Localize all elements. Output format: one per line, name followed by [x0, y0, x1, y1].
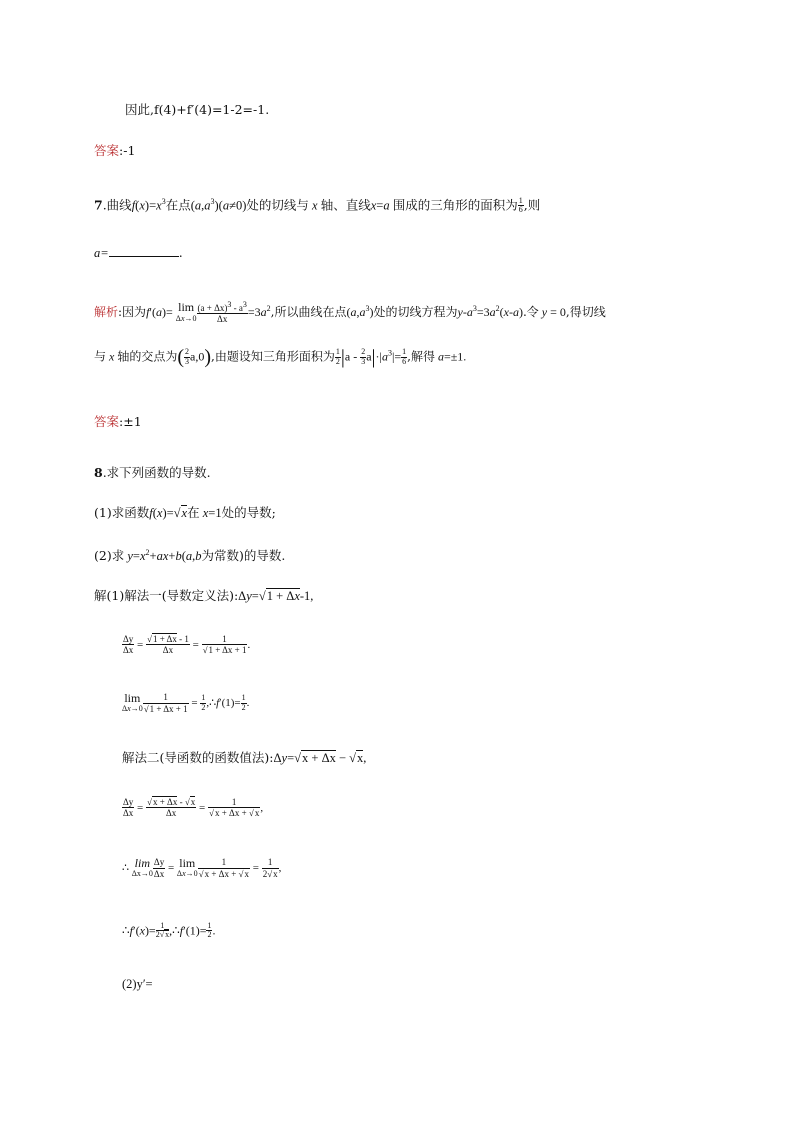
q7-text: 轴、直线: [320, 197, 371, 213]
part2-text: (2)y′=: [122, 977, 153, 991]
q7-text: 在点: [165, 197, 191, 213]
answer-label: 答案: [94, 414, 120, 429]
solution-text: 与: [94, 349, 107, 364]
q8-text: 在: [187, 505, 200, 520]
fraction-1-6: $\frac{1}{6}$: [518, 196, 523, 215]
question-8-part-2: (2)求 $y=x^2+ax+b(a,b$为常数)的导数.: [94, 548, 286, 564]
solution-text: ,解得: [407, 349, 435, 364]
q7-text: ,则: [523, 197, 541, 213]
conclusion-text: 因此,f(4)+f′(4)=1-2=-1.: [125, 102, 270, 117]
line-conclusion: [125, 104, 269, 117]
solution-text: :因为: [118, 304, 147, 319]
solution-text: ,所以曲线在点: [270, 304, 347, 319]
answer-blank[interactable]: [109, 246, 179, 257]
q8-text: (2)求: [94, 548, 125, 564]
question-number: 8: [94, 465, 103, 480]
limit: lim Δx→0: [175, 300, 197, 323]
q7-text: 围成的三角形的面积为: [392, 197, 518, 213]
solution-label: 解析: [94, 304, 119, 319]
solution-7-line-2: 与 x 轴的交点为( $\frac{2}{3}a,0$),由题设知三角形面积为 $\frac{1}{2}|a$ - $\frac{2}{3}a|\cdot|a^3|=$ $\frac{1}{6}$,解得 a=±1.: [94, 346, 467, 368]
answer-1: [94, 145, 135, 158]
answer-label: 答案: [94, 143, 120, 158]
solution-text: 轴的交点为: [117, 349, 178, 364]
q7-text: 处的切线与: [246, 197, 309, 213]
solution-text: ,由题设知三角形面积为: [211, 349, 335, 364]
blank-prefix: a=: [94, 246, 109, 260]
formula-dy-dx-1: $\frac{\Delta y}{\Delta x}$ = $\frac{√1 + \Delta x - 1}{\Delta x}$ = $\frac{1}{√1 + \Delta x + 1}$ .: [123, 634, 251, 656]
blank-suffix: .: [178, 245, 183, 260]
q8-title: .求下列函数的导数.: [102, 465, 211, 480]
formula-limit-1: lim Δx→0 $\frac{1}{√1 + \Delta x + 1}$ = $\frac{1}{2},\therefore f'(1)=$ $\frac{1}{2}$.: [122, 691, 250, 714]
q8-text: 处的导数;: [221, 505, 276, 520]
solution-text: .令: [522, 304, 539, 319]
question-number: 7: [94, 197, 103, 213]
solution-8-method-2: 解法二(导函数的函数值法):Δy=√x + Δx − √x,: [122, 750, 367, 765]
question-8-part-1: (1)求函数f(x)=√x在 x=1处的导数;: [94, 505, 276, 520]
answer-value: :-1: [119, 143, 136, 158]
answer-value: :±1: [119, 414, 142, 429]
solution-7-line-1: 解析:因为f′(a)= lim Δx→0 $\frac{(a + \Delta x)^3 - a^3}{\Delta x}$ $=3a^2$,所以曲线在点$(a,a^3)$处的切线方程为$y-a^3=3a^2(x-a)$.令 y = 0,得切线: [94, 300, 606, 325]
formula-limit-2: ∴ lim Δx→0 $\frac{\Delta y}{\Delta x}$ = lim Δx→0 $\frac{1}{√x + \Delta x + √x}$ = $\frac{1}{2√x}$ ,: [122, 856, 282, 879]
difference-quotient: $\frac{(a + \Delta x)^3 - a^3}{\Delta x}$: [197, 300, 247, 325]
question-7-blank: [94, 246, 183, 260]
q7-text: .曲线: [102, 197, 132, 213]
solution-text: 处的切线方程为: [373, 304, 458, 319]
formula-dy-dx-2: $\frac{\Delta y}{\Delta x}$ = $\frac{√x + \Delta x - √x}{\Delta x}$ = $\frac{1}{√x + \Delta x + √x}$ ,: [123, 797, 264, 819]
solution-text: 解(1)解法一(导数定义法):: [94, 588, 239, 603]
solution-text: 解法二(导函数的函数值法):: [122, 750, 274, 765]
solution-8-part-2: [122, 978, 153, 991]
q8-text: (1)求函数: [94, 505, 150, 520]
question-7: 7.曲线$f(x)=x^3$在点$(a,a^3)(a\ne 0)$处的切线与 x 轴、直线x=a 围成的三角形的面积为 $\frac{1}{6}$,则: [94, 196, 541, 215]
formula-derivative: ∴f′(x)= $\frac{1}{2√x},\therefore f'(1)=$ $\frac{1}{2}$.: [122, 921, 216, 940]
question-8: [94, 467, 211, 480]
q8-text: 为常数)的导数.: [201, 548, 286, 564]
solution-8-method-1: 解(1)解法一(导数定义法):Δy=√1 + Δx-1,: [94, 588, 314, 603]
solution-text: ,得切线: [565, 304, 606, 319]
answer-2: [94, 416, 142, 429]
